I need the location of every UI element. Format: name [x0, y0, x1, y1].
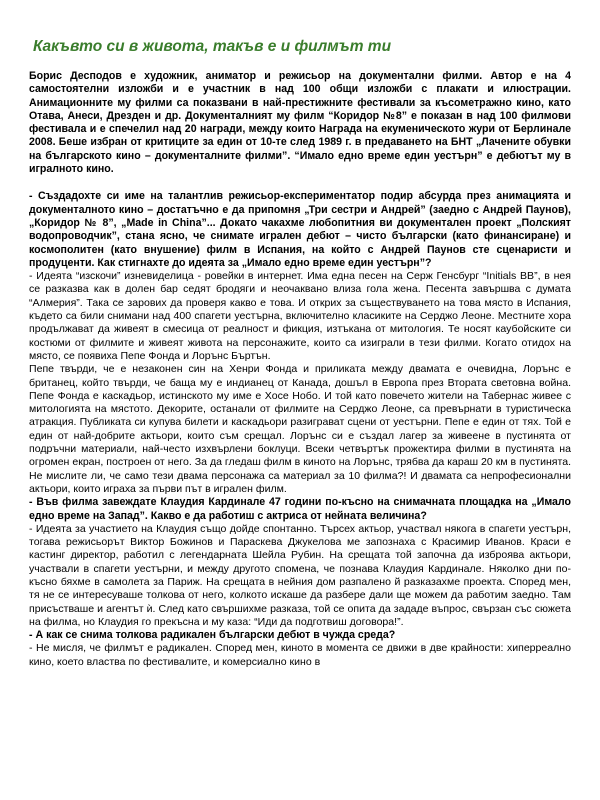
answer-1-paragraph-2: Пепе твърди, че е незаконен син на Хенри Фонда и приликата между двамата е очевидна, Лорънс е британец, който твърди, че баща му е индианец от Канада, дошъл в Европа през Втората световна война. Пепе Фонда е каскадьор, истинското му име е Хосе Нобо. И той като повечето жители на Табернас живее с митологията на мястото. Декорите, останали от филмите на Серджо Леоне, са превърнати в туристическа атракция. Публиката си купува билети и каскадьори разиграват сцени от уестърни. Пепе е един от тях. Той е един от най-добрите актьори, които съм срещал. Лорънс си е създал лагер за живеене в пустинята от подръчни материали, най-често изхвърлени боклуци. Всеки четвъртък прожектира филми в пустинята на огромен екран, построен от него. За да гледаш филм в киното на Лорънс, трябва да караш 20 км в пустинята. Не мислите ли, че само тези двама персонажа са материал за 10 филма?! И двамата са непрофесионални актьори, които играха за първи път в игрален филм.: [29, 363, 571, 495]
question-2: - Във филма завеждате Клаудия Кардинале 47 години по-късно на снимачната площадка на „Имало едно време на Запад”. Какво е да работиш с актриса от нейната величина?: [29, 496, 571, 522]
article: [29, 38, 571, 669]
question-3: - А как се снима толкова радикален български дебют в чужда среда?: [29, 629, 396, 642]
answer-2: - Идеята за участието на Клаудия също дойде спонтанно. Търсех актьор, участвал някога в спагети уестърн, тогава режисьорът Виктор Божинов и Параскева Джукелова ме запознаха с Красимир Иванов. Краси е кастинг директор, работил с легендарната Шейла Рубин. На срещата той започна да изброява актьори, участвали в спагети уестърни, и между другото спомена, че познава Клаудия Кардинале. Няколко дни по-късно бяхме в самолета за Париж. На срещата в нейния дом разпалено й разказахме проекта. Според мен, тя не се интересуваше толкова от него, колкото искаше да разбере дали ще можем да работим заедно. Там присъстваше и агентът ѝ. След като свършихме разказа, той се опита да зададе въпрос, свързан със сюжета на филма, но Клаудия го прекъсна и му каза: “Иди да подготвиш договора!”.: [29, 522, 571, 628]
answer-3: - Не мисля, че филмът е радикален. Според мен, киното в момента се движи в две крайности: хиперреално кино, което властва по фестивалите, и комерсиално кино в: [29, 642, 571, 668]
article-lead: Борис Десподов е художник, аниматор и режисьор на документални филми. Автор е на 4 самостоятелни изложби и е участник в над 100 общи изложби с плакати и илюстрации. Анимационните му филми са показвани в най-престижните фестивали за късометражно кино, като Отава, Анеси, Дрезден и др. Документалният му филм “Коридор №8” е показан в над 100 филмови фестивала и е спечелил над 20 награди, между които Наградa на екуменическото жури от Берлинале 2008. Беше избран от критиците за един от 10-те след 1989 г. в предаването на БНТ „Лачените обувки на българското кино – документалните филми”. “Имало едно време един уестърн” е дебютът му в игралното кино.: [29, 70, 571, 176]
question-1: - Създадохте си име на талантлив режисьор-експериментатор подир абсурда през анимацията и документалното кино – достатъчно е да припомня „Три сестри и Андрей” (заедно с Андрей Паунов), „Коридор № 8”, „Made in China”... Докато чакахме любопитния ви документален проект „Полският водопроводчик”, стана ясно, че снимате игрален дебют – чисто български (като финансиране) и космополитен (като внушение) филм в Испания, на който с Андрей Паунов сте сценаристи и продуценти. Как стигнахте до идеята за „Имало едно време един уестърн”?: [29, 190, 571, 269]
answer-1-paragraph-1: - Идеята “изскочи” изневиделица - ровейки в интернет. Има една песен на Серж Генсбург “Initials BB”, в нея се разказва как в долен бар седят бродяги и неочаквано влиза гола жена. Песента завършва с думата “Алмерия”. Така се зарових да проверя какво е това. И открих за съществуването на това място в Испания, където са били снимани над 400 спагети уестърна, включително класиките на Серджо Леоне. Местните хора продължават да живеят в смесица от реалност и фикция, изтъкана от митология. Те носят каубойските си костюми от филмите и живеят живота на персонажите, които са изиграли в тези филми. Когато отидох на място, се появиха Пепе Фонда и Лорънс Бъртън.: [29, 270, 571, 362]
article-title: Какъвто си в живота, такъв е и филмът ти: [33, 38, 392, 55]
